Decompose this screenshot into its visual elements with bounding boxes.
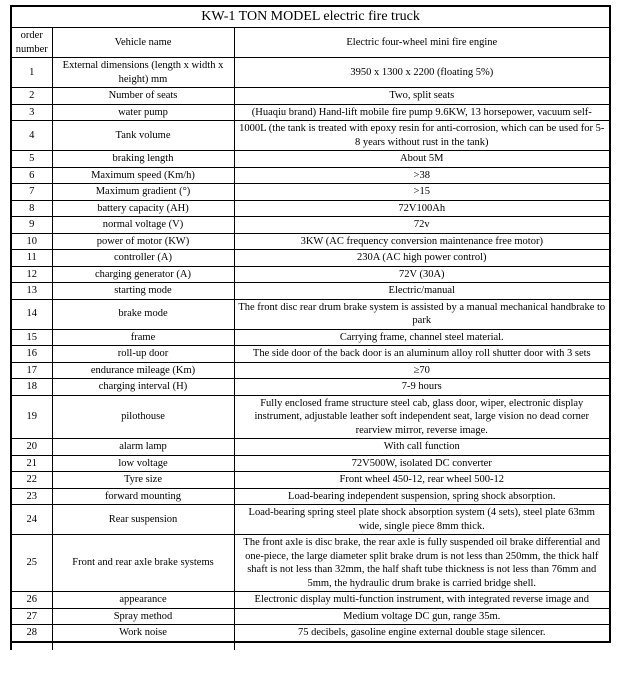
vehicle-name-cell: Tyre size [52,472,234,489]
vehicle-name-cell: Number of seats [52,88,234,105]
value-cell: Two, split seats [234,88,610,105]
order-number-cell: 20 [11,439,52,456]
order-number-cell: 5 [11,151,52,168]
order-number-cell: 9 [11,217,52,234]
value-cell: 230A (AC high power control) [234,250,610,267]
vehicle-name-cell: brake mode [52,299,234,329]
table-row [11,88,610,105]
table-row [11,608,610,625]
vehicle-name-cell: External dimensions (length x width x height) mm [52,58,234,88]
vehicle-name-cell: braking length [52,151,234,168]
stub-divider-line [52,642,234,650]
table-row [11,346,610,363]
order-number-cell: 23 [11,488,52,505]
value-cell: Load-bearing spring steel plate shock absorption system (4 sets), steel plate 63mm wide, single piece 8mm thick. [234,505,610,535]
order-number-cell: 11 [11,250,52,267]
col-header-order-number: order number [11,28,52,58]
value-cell: 3950 x 1300 x 2200 (floating 5%) [234,58,610,88]
vehicle-name-cell: power of motor (KW) [52,233,234,250]
order-number-cell: 14 [11,299,52,329]
table-row [11,535,610,592]
value-cell: The side door of the back door is an aluminum alloy roll shutter door with 3 sets [234,346,610,363]
stub-divider-line [11,642,52,650]
vehicle-name-cell: alarm lamp [52,439,234,456]
table-row [11,329,610,346]
vehicle-name-cell: low voltage [52,455,234,472]
order-number-cell: 12 [11,266,52,283]
value-cell: 72v [234,217,610,234]
col-header-vehicle-name: Vehicle name [52,28,234,58]
value-cell: 72V500W, isolated DC converter [234,455,610,472]
table-row [11,121,610,151]
vehicle-name-cell: frame [52,329,234,346]
order-number-cell: 4 [11,121,52,151]
value-cell: Carrying frame, channel steel material. [234,329,610,346]
order-number-cell: 10 [11,233,52,250]
title-row [11,6,610,28]
value-cell: With call function [234,439,610,456]
table-row [11,488,610,505]
value-cell: Electronic display multi-function instrument, with integrated reverse image and [234,592,610,609]
order-number-cell: 21 [11,455,52,472]
table-title: KW-1 TON MODEL electric fire truck [11,6,610,28]
vehicle-name-cell: normal voltage (V) [52,217,234,234]
table-row [11,217,610,234]
table-row [11,592,610,609]
vehicle-name-cell: battery capacity (AH) [52,200,234,217]
order-number-cell: 15 [11,329,52,346]
vehicle-name-cell: Spray method [52,608,234,625]
value-cell: Load-bearing independent suspension, spring shock absorption. [234,488,610,505]
order-number-cell: 13 [11,283,52,300]
value-cell: 72V100Ah [234,200,610,217]
vehicle-name-cell: charging generator (A) [52,266,234,283]
order-number-cell: 24 [11,505,52,535]
table-row [11,167,610,184]
vehicle-name-cell: charging interval (H) [52,379,234,396]
value-cell: The front axle is disc brake, the rear axle is fully suspended oil brake differential and one-piece, the large diameter split brake drum is not less than 250mm, the thick half shaft is not less than 32mm, the half shaft tube thickness is not less than 76mm and 5mm, the hydraulic drum brake is carried bridge shell. [234,535,610,592]
vehicle-name-cell: Tank volume [52,121,234,151]
order-number-cell: 26 [11,592,52,609]
vehicle-name-cell: water pump [52,104,234,121]
table-row [11,455,610,472]
vehicle-name-cell: starting mode [52,283,234,300]
value-cell: >38 [234,167,610,184]
table-row [11,472,610,489]
order-number-cell: 17 [11,362,52,379]
table-row [11,299,610,329]
order-number-cell: 2 [11,88,52,105]
value-cell: >15 [234,184,610,201]
table-row [11,151,610,168]
value-cell: Electric/manual [234,283,610,300]
order-number-cell: 3 [11,104,52,121]
vehicle-name-cell: controller (A) [52,250,234,267]
table-row [11,104,610,121]
order-number-cell: 28 [11,625,52,642]
value-cell: 1000L (the tank is treated with epoxy resin for anti-corrosion, which can be used for 5-8 years without rust in the tank) [234,121,610,151]
table-row [11,200,610,217]
value-cell: About 5M [234,151,610,168]
order-number-cell: 6 [11,167,52,184]
vehicle-name-cell: Front and rear axle brake systems [52,535,234,592]
header-row [11,28,610,58]
value-cell: 75 decibels, gasoline engine external double stage silencer. [234,625,610,642]
table-row [11,266,610,283]
table-row [11,379,610,396]
order-number-cell: 7 [11,184,52,201]
col-header-engine: Electric four-wheel mini fire engine [234,28,610,58]
vehicle-name-cell: Rear suspension [52,505,234,535]
table-row [11,184,610,201]
vehicle-name-cell: Maximum speed (Km/h) [52,167,234,184]
value-cell: ≥70 [234,362,610,379]
spec-table [10,5,611,650]
table-row [11,395,610,439]
vehicle-name-cell: Work noise [52,625,234,642]
stub-divider-line [234,642,610,650]
vehicle-name-cell: Maximum gradient (°) [52,184,234,201]
value-cell: Medium voltage DC gun, range 35m. [234,608,610,625]
order-number-cell: 25 [11,535,52,592]
value-cell: 7-9 hours [234,379,610,396]
table-row [11,439,610,456]
table-row [11,233,610,250]
value-cell: 3KW (AC frequency conversion maintenance free motor) [234,233,610,250]
table-row [11,283,610,300]
vehicle-name-cell: endurance mileage (Km) [52,362,234,379]
order-number-cell: 22 [11,472,52,489]
vehicle-name-cell: forward mounting [52,488,234,505]
vehicle-name-cell: roll-up door [52,346,234,363]
value-cell: The front disc rear drum brake system is assisted by a manual mechanical handbrake to park [234,299,610,329]
value-cell: 72V (30A) [234,266,610,283]
vehicle-name-cell: pilothouse [52,395,234,439]
table-body [11,58,610,650]
value-cell: Front wheel 450-12, rear wheel 500-12 [234,472,610,489]
table-row [11,58,610,88]
table-row [11,362,610,379]
order-number-cell: 18 [11,379,52,396]
table-row [11,505,610,535]
order-number-cell: 1 [11,58,52,88]
value-cell: (Huaqiu brand) Hand-lift mobile fire pump 9.6KW, 13 horsepower, vacuum self- [234,104,610,121]
table-row [11,250,610,267]
order-number-cell: 16 [11,346,52,363]
value-cell: Fully enclosed frame structure steel cab, glass door, wiper, electronic display instrument, adjustable leather soft independent seat, large vision no dead corner rearview mirror, reverse image. [234,395,610,439]
table-bottom-stub [11,642,610,650]
order-number-cell: 27 [11,608,52,625]
table-row [11,625,610,642]
order-number-cell: 8 [11,200,52,217]
order-number-cell: 19 [11,395,52,439]
vehicle-name-cell: appearance [52,592,234,609]
